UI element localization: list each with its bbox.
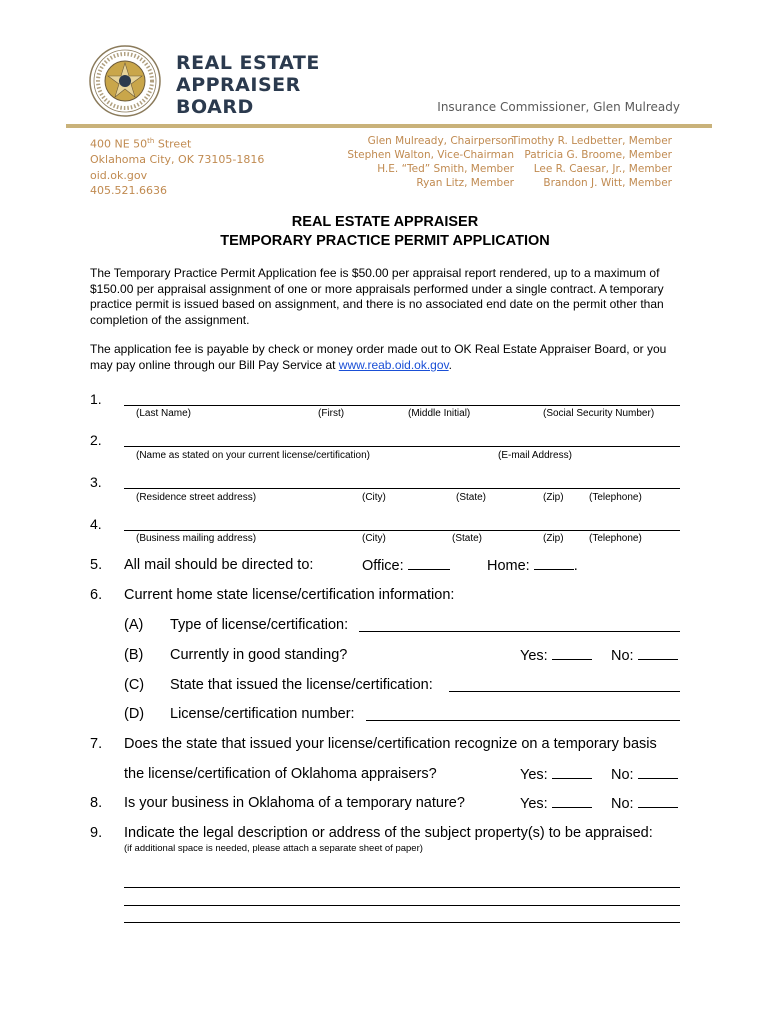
license-type-input-line[interactable] (359, 631, 680, 632)
payment-paragraph: The application fee is payable by check or money order made out to OK Real Estate Appraiser Board, or you may pay online through our Bill Pay Service at www.reab.oid.ok.gov. (90, 342, 667, 372)
board-member: Lee R. Caesar, Jr., Member (533, 163, 672, 175)
board-members-column-2 (512, 134, 672, 190)
caption-middle-initial: (Middle Initial) (408, 408, 471, 419)
q5-home: Home: . (487, 558, 578, 574)
property-description-line-1[interactable] (124, 887, 680, 888)
caption-city: (City) (362, 533, 386, 544)
caption-zip: (Zip) (543, 533, 564, 544)
address-street: 400 NE 50th Street (90, 137, 192, 151)
address-city: Oklahoma City, OK 73105-1816 (90, 153, 265, 167)
commissioner-name: Insurance Commissioner, Glen Mulready (437, 100, 680, 114)
q6b-yes: Yes: (520, 647, 592, 664)
q6c-label: (C) (124, 677, 145, 693)
address-website: oid.ok.gov (90, 168, 148, 182)
q9-note: (if additional space is needed, please attach a separate sheet of paper) (124, 843, 423, 854)
q6c-text: State that issued the license/certification: (170, 677, 433, 693)
field-4-number: 4. (90, 516, 102, 532)
caption-residence-address: (Residence street address) (136, 492, 257, 503)
caption-state: (State) (452, 533, 483, 544)
form-title-line-2: TEMPORARY PRACTICE PERMIT APPLICATION (220, 233, 550, 249)
q6d-label: (D) (124, 706, 145, 722)
board-member: Ryan Litz, Member (416, 177, 514, 189)
field-4-input-line[interactable] (124, 530, 680, 531)
q6b-label: (B) (124, 647, 144, 663)
board-name-logo (176, 52, 320, 118)
bill-pay-link[interactable]: www.reab.oid.ok.gov (338, 357, 449, 372)
field-3-number: 3. (90, 474, 102, 490)
q8-yes: Yes: (520, 795, 592, 812)
board-member: Stephen Walton, Vice-Chairman (347, 149, 514, 161)
no-blank[interactable] (638, 647, 678, 660)
board-member: H.E. “Ted” Smith, Member (377, 163, 514, 175)
q5-office: Office: (362, 557, 450, 574)
q7-text-line-1: Does the state that issued your license/certification recognize on a temporary basis (124, 736, 657, 752)
board-member: Patricia G. Broome, Member (524, 149, 672, 161)
board-member: Timothy R. Ledbetter, Member (511, 135, 672, 147)
brand-line-3: BOARD (176, 96, 254, 118)
board-address (90, 134, 264, 199)
form-title-line-1: REAL ESTATE APPRAISER (291, 214, 479, 230)
q5-number: 5. (90, 557, 103, 573)
address-phone: 405.521.6636 (90, 184, 167, 198)
yes-blank[interactable] (552, 647, 592, 660)
q8-no: No: (611, 795, 678, 812)
field-1-number: 1. (90, 391, 102, 407)
q9-text: Indicate the legal description or address of the subject property(s) to be appraised: (124, 825, 653, 841)
q9-number: 9. (90, 825, 103, 841)
header-divider (66, 124, 712, 128)
board-seal-logo (88, 44, 162, 118)
q6b-no: No: (611, 647, 678, 664)
caption-telephone: (Telephone) (589, 492, 642, 503)
caption-city: (City) (362, 492, 386, 503)
field-2-input-line[interactable] (124, 446, 680, 447)
property-description-line-3[interactable] (124, 922, 680, 923)
caption-business-address: (Business mailing address) (136, 533, 257, 544)
caption-state: (State) (456, 492, 487, 503)
q8-number: 8. (90, 795, 103, 811)
caption-zip: (Zip) (543, 492, 564, 503)
no-blank[interactable] (638, 795, 678, 808)
issuing-state-input-line[interactable] (449, 691, 680, 692)
fee-paragraph: The Temporary Practice Permit Application fee is $50.00 per appraisal report rendered, up to a maximum of $150.00 per appraisal assignment of one or more appraisals performed under a single contract. A temporary practice permit is issued based on assignment, and there is no associated end date on the permit other than completion of the assignment. (90, 266, 664, 327)
board-member: Glen Mulready, Chairperson (367, 135, 514, 147)
caption-ssn: (Social Security Number) (543, 408, 655, 419)
license-number-input-line[interactable] (366, 720, 680, 721)
q7-yes: Yes: (520, 766, 592, 783)
field-3-input-line[interactable] (124, 488, 680, 489)
board-members-column-1 (347, 134, 514, 190)
board-member: Brandon J. Witt, Member (543, 177, 672, 189)
q5-text: All mail should be directed to: (124, 557, 314, 573)
field-1-input-line[interactable] (124, 405, 680, 406)
caption-email: (E-mail Address) (498, 450, 572, 461)
q6a-label: (A) (124, 617, 144, 633)
yes-blank[interactable] (552, 795, 592, 808)
q7-text-line-2: the license/certification of Oklahoma appraisers? (124, 766, 437, 782)
property-description-line-2[interactable] (124, 905, 680, 906)
q6d-text: License/certification number: (170, 706, 355, 722)
q6-number: 6. (90, 587, 103, 603)
no-blank[interactable] (638, 766, 678, 779)
q6b-text: Currently in good standing? (170, 647, 348, 663)
q6a-text: Type of license/certification: (170, 617, 349, 633)
brand-line-1: REAL ESTATE (176, 52, 320, 74)
field-2-number: 2. (90, 432, 102, 448)
q6-text: Current home state license/certification information: (124, 587, 455, 603)
q7-no: No: (611, 766, 678, 783)
brand-line-2: APPRAISER (176, 74, 301, 96)
q8-text: Is your business in Oklahoma of a temporary nature? (124, 795, 465, 811)
office-blank[interactable] (408, 557, 450, 570)
q7-number: 7. (90, 736, 103, 752)
caption-first-name: (First) (318, 408, 345, 419)
home-blank[interactable] (534, 557, 574, 570)
caption-telephone: (Telephone) (589, 533, 642, 544)
yes-blank[interactable] (552, 766, 592, 779)
caption-last-name: (Last Name) (136, 408, 192, 419)
caption-license-name: (Name as stated on your current license/certification) (136, 450, 370, 461)
